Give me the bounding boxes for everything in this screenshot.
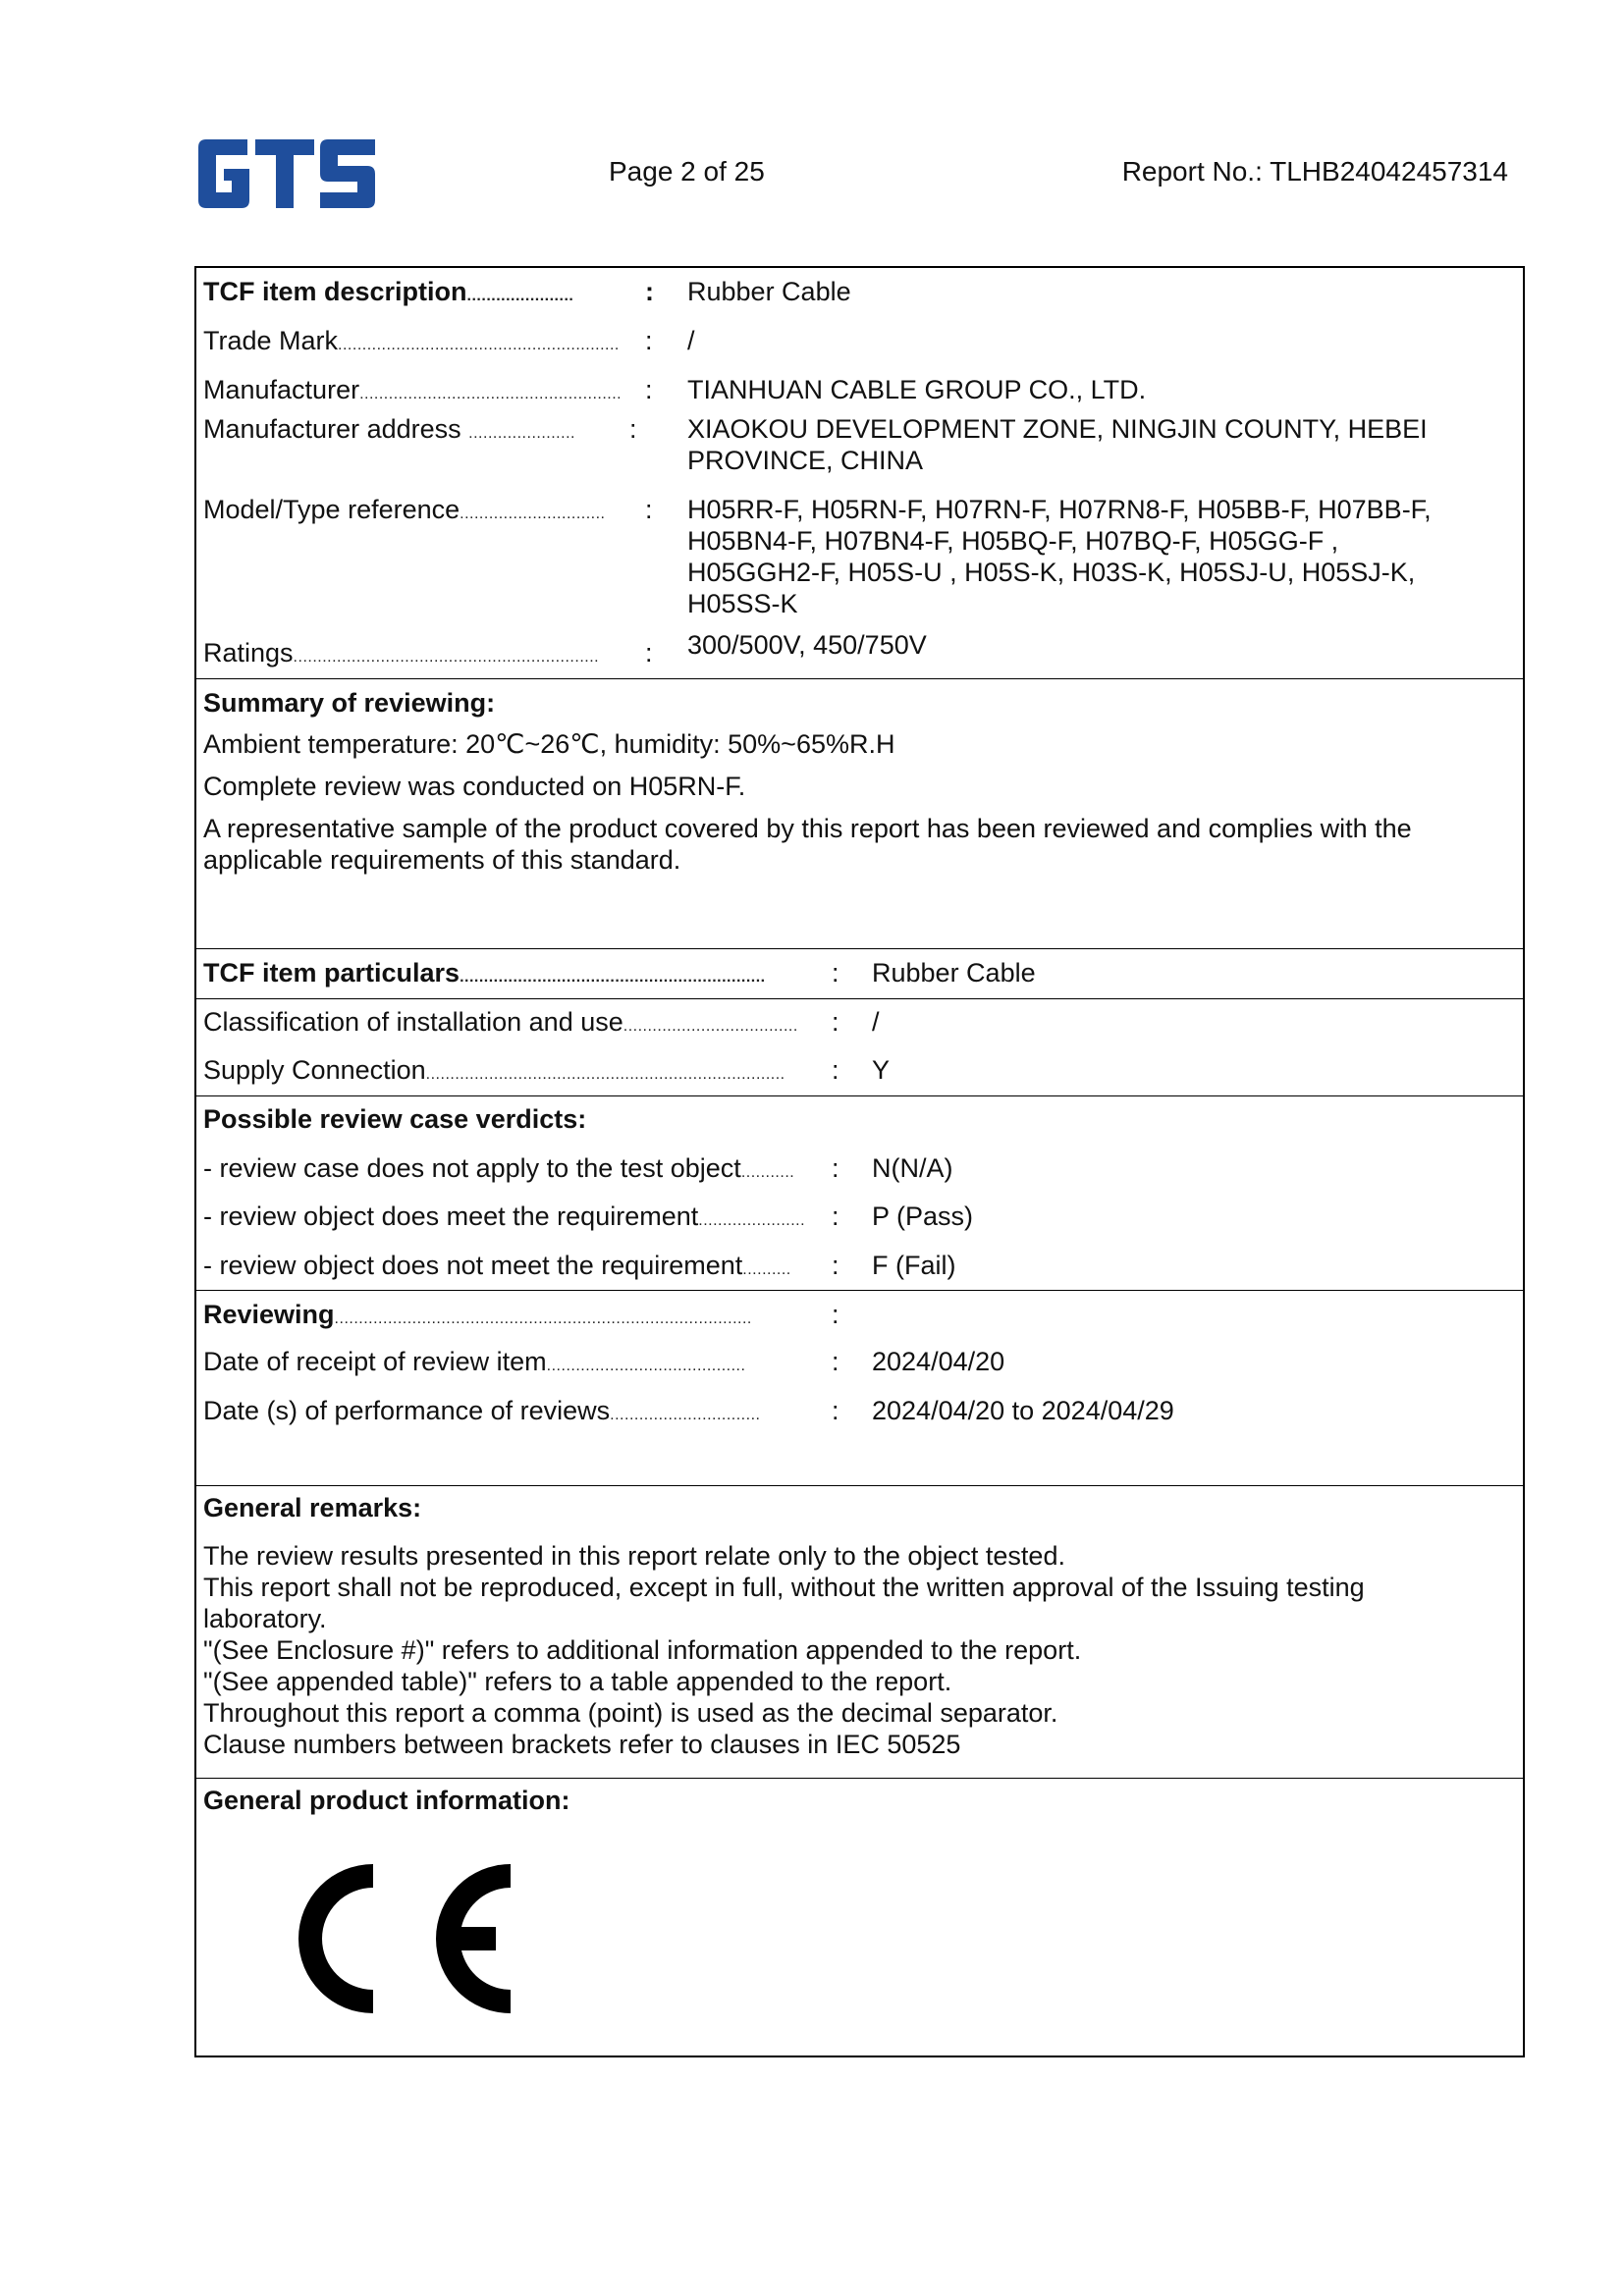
page-number: Page 2 of 25 <box>609 156 765 187</box>
ambient-conditions: Ambient temperature: 20℃~26℃, humidity: 50%~65%R.H <box>203 729 895 759</box>
remark-line-1: The review results presented in this report relate only to the object tested. <box>203 1541 1065 1571</box>
product-info-heading: General product information: <box>203 1786 570 1815</box>
gts-logo <box>194 137 377 210</box>
manufacturer-value: TIANHUAN CABLE GROUP CO., LTD. <box>687 375 1147 404</box>
verdict-row-pass: - review object does meet the requirement...................... <box>203 1201 806 1231</box>
model-type-line-1: H05RR-F, H05RN-F, H07RN-F, H07RN8-F, H05BB-F, H07BB-F, <box>687 495 1432 524</box>
particulars-item-value: Rubber Cable <box>872 958 1036 988</box>
remark-line-7: Clause numbers between brackets refer to clauses in IEC 50525 <box>203 1730 961 1759</box>
remark-line-4: "(See Enclosure #)" refers to additional information appended to the report. <box>203 1635 1082 1665</box>
verdict-na-value: N(N/A) <box>872 1153 953 1183</box>
manufacturer-address-line-2: PROVINCE, CHINA <box>687 446 924 475</box>
manufacturer-address-label: Manufacturer address ...................... <box>203 414 575 444</box>
verdict-pass-value: P (Pass) <box>872 1201 974 1231</box>
model-type-line-2: H05BN4-F, H07BN4-F, H05BQ-F, H07BQ-F, H05GG-F , <box>687 526 1339 556</box>
performance-dates-label: Date (s) of performance of reviews............................... <box>203 1396 761 1425</box>
summary-statement-line-1: A representative sample of the product covered by this report has been reviewed and complies with the <box>203 814 1412 843</box>
manufacturer-colon: : <box>645 375 653 404</box>
model-type-label: Model/Type reference.............................. <box>203 495 606 524</box>
manufacturer-address-colon: : <box>629 414 637 444</box>
divider-particulars <box>196 948 1523 949</box>
model-type-line-3: H05GGH2-F, H05S-U , H05S-K, H03S-K, H05SJ-U, H05SJ-K, <box>687 558 1416 587</box>
divider-summary <box>196 678 1523 679</box>
performance-dates-colon: : <box>832 1396 839 1425</box>
verdict-fail-colon: : <box>832 1251 839 1280</box>
summary-heading: Summary of reviewing: <box>203 688 496 718</box>
divider-verdicts <box>196 1095 1523 1096</box>
particulars-item-label: TCF item particulars............................................................... <box>203 958 766 988</box>
ratings-colon: : <box>645 638 653 667</box>
divider-classification <box>196 998 1523 999</box>
classification-label: Classification of installation and use.................................... <box>203 1007 798 1037</box>
description-colon: : <box>645 277 654 306</box>
reviewing-colon: : <box>832 1300 839 1329</box>
receipt-date-colon: : <box>832 1347 839 1376</box>
remarks-heading: General remarks: <box>203 1493 422 1522</box>
receipt-date-label: Date of receipt of review item......................................... <box>203 1347 746 1376</box>
model-type-colon: : <box>645 495 653 524</box>
description-label: TCF item description...................... <box>203 277 574 306</box>
model-type-line-4: H05SS-K <box>687 589 798 618</box>
verdicts-heading: Possible review case verdicts: <box>203 1104 587 1134</box>
verdict-row-fail: - review object does not meet the requirement.......... <box>203 1251 791 1280</box>
performance-dates-value: 2024/04/20 to 2024/04/29 <box>872 1396 1174 1425</box>
reviewing-label: Reviewing...................................................................................... <box>203 1300 752 1329</box>
trade-mark-colon: : <box>645 326 653 355</box>
ratings-value: 300/500V, 450/750V <box>687 630 927 660</box>
supply-connection-label: Supply Connection.......................................................................... <box>203 1055 785 1085</box>
manufacturer-address-line-1: XIAOKOU DEVELOPMENT ZONE, NINGJIN COUNTY, HEBEI <box>687 414 1428 444</box>
supply-connection-colon: : <box>832 1055 839 1085</box>
receipt-date-value: 2024/04/20 <box>872 1347 1005 1376</box>
classification-colon: : <box>832 1007 839 1037</box>
complete-review-note: Complete review was conducted on H05RN-F. <box>203 772 746 801</box>
supply-connection-value: Y <box>872 1055 891 1085</box>
verdict-na-colon: : <box>832 1153 839 1183</box>
remark-line-3: laboratory. <box>203 1604 327 1633</box>
particulars-item-colon: : <box>832 958 839 988</box>
divider-product-info <box>196 1778 1523 1779</box>
remark-line-6: Throughout this report a comma (point) is used as the decimal separator. <box>203 1698 1058 1728</box>
trade-mark-value: / <box>687 326 695 355</box>
divider-remarks <box>196 1485 1523 1486</box>
remark-line-5: "(See appended table)" refers to a table appended to the report. <box>203 1667 952 1696</box>
summary-statement-line-2: applicable requirements of this standard. <box>203 845 681 875</box>
ce-mark-icon <box>295 1860 515 2017</box>
trade-mark-label: Trade Mark.......................................................... <box>203 326 620 355</box>
description-value: Rubber Cable <box>687 277 851 306</box>
remark-line-2: This report shall not be reproduced, except in full, without the written approval of the Issuing testing <box>203 1573 1365 1602</box>
verdict-pass-colon: : <box>832 1201 839 1231</box>
classification-value: / <box>872 1007 880 1037</box>
ratings-label: Ratings............................................................... <box>203 638 600 667</box>
divider-reviewing <box>196 1290 1523 1291</box>
verdict-fail-value: F (Fail) <box>872 1251 956 1280</box>
manufacturer-label: Manufacturer...................................................... <box>203 375 623 404</box>
verdict-row-na: - review case does not apply to the test object........... <box>203 1153 795 1183</box>
report-number: Report No.: TLHB24042457314 <box>1121 156 1508 187</box>
